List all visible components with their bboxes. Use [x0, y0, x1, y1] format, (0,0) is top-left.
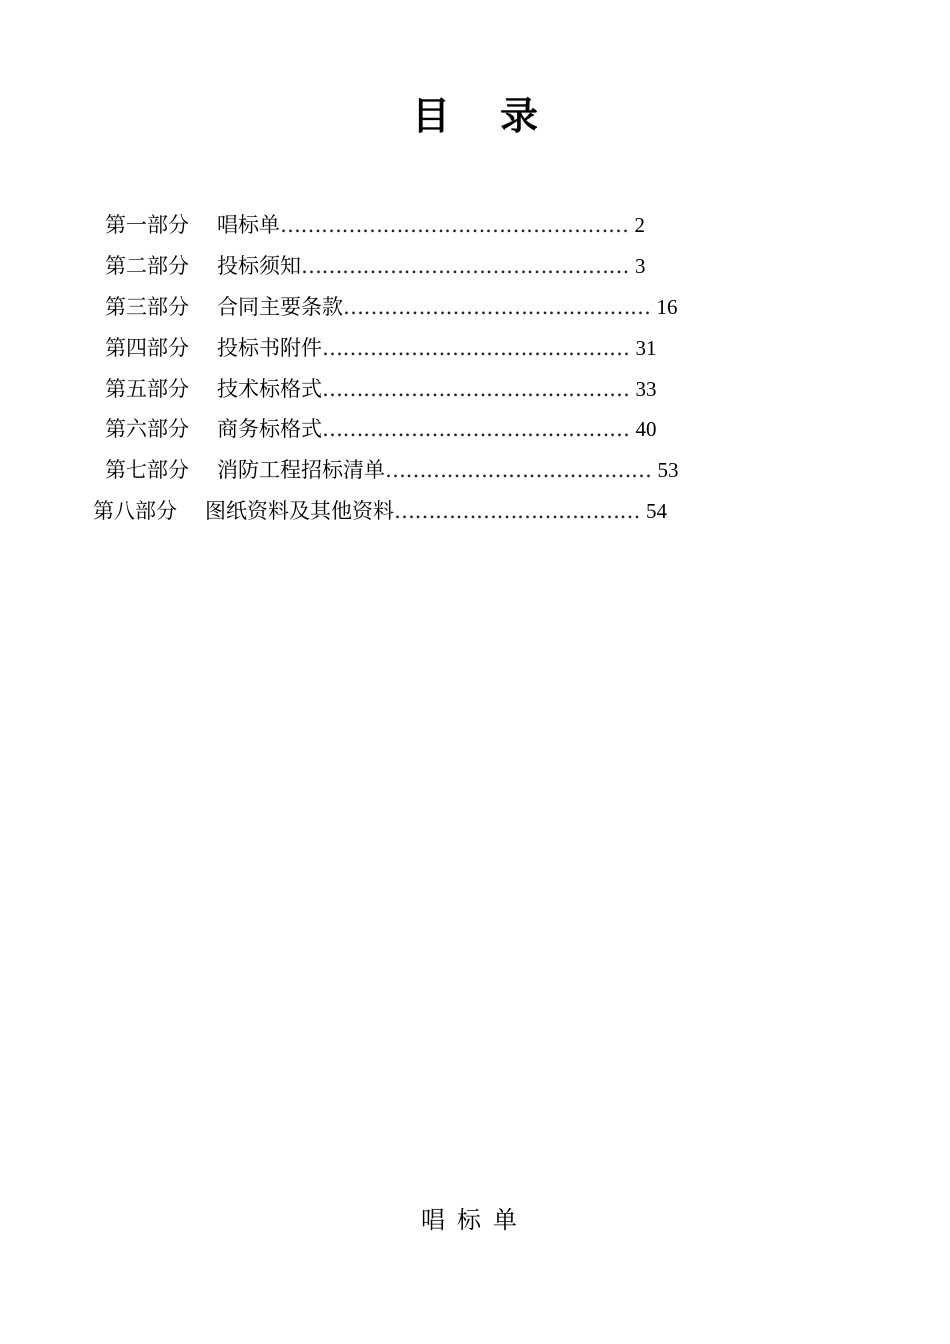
toc-entry-name: 商务标格式 — [217, 417, 322, 441]
toc-part-label: 第四部分 — [105, 336, 189, 360]
toc-part-label: 第六部分 — [105, 417, 189, 441]
toc-page-number: 31 — [635, 336, 657, 360]
toc-leader-dots: ……………………………………… — [322, 417, 630, 441]
toc-page-number: 54 — [646, 499, 667, 523]
toc-part-label: 第三部分 — [105, 295, 189, 319]
toc-part-label: 第一部分 — [105, 213, 189, 237]
toc-page-number: 3 — [635, 254, 646, 278]
toc-entry-5[interactable] — [105, 374, 657, 404]
toc-entry-3[interactable] — [105, 292, 678, 322]
toc-leader-dots: ……………………………………… — [343, 295, 651, 319]
toc-entry-name: 唱标单 — [217, 213, 280, 237]
toc-entry-8[interactable] — [93, 496, 667, 526]
toc-page-number: 16 — [656, 295, 678, 319]
toc-entry-name: 投标须知 — [217, 254, 301, 278]
toc-entry-name: 投标书附件 — [217, 336, 322, 360]
toc-leader-dots: ……………………………………… — [322, 377, 630, 401]
toc-page-number: 53 — [657, 458, 679, 482]
toc-part-label: 第七部分 — [105, 458, 189, 482]
toc-leader-dots: ………………………………… — [385, 458, 652, 482]
toc-page-number: 40 — [635, 417, 657, 441]
toc-entry-1[interactable] — [105, 210, 645, 240]
toc-leader-dots: ……………………………… — [394, 499, 640, 523]
toc-page-number: 33 — [635, 377, 657, 401]
toc-entry-6[interactable] — [105, 414, 657, 444]
toc-entry-4[interactable] — [105, 333, 657, 363]
toc-part-label: 第八部分 — [93, 499, 177, 523]
toc-leader-dots: ……………………………………… — [322, 336, 630, 360]
toc-entry-name: 消防工程招标清单 — [217, 458, 385, 482]
section-heading: 唱标单 — [421, 1206, 529, 1234]
title-char-2: 录 — [500, 93, 539, 138]
table-of-contents — [0, 0, 950, 600]
toc-part-label: 第五部分 — [105, 377, 189, 401]
toc-entry-2[interactable] — [105, 251, 646, 281]
toc-page-number: 2 — [634, 213, 645, 237]
toc-part-label: 第二部分 — [105, 254, 189, 278]
toc-leader-dots: …………………………………………… — [280, 213, 629, 237]
toc-entry-name: 合同主要条款 — [217, 295, 343, 319]
toc-entry-name: 技术标格式 — [217, 377, 322, 401]
title-char-1: 目 — [411, 93, 450, 138]
toc-entry-7[interactable] — [105, 455, 679, 485]
toc-entry-name: 图纸资料及其他资料 — [205, 499, 394, 523]
toc-leader-dots: ………………………………………… — [301, 254, 629, 278]
